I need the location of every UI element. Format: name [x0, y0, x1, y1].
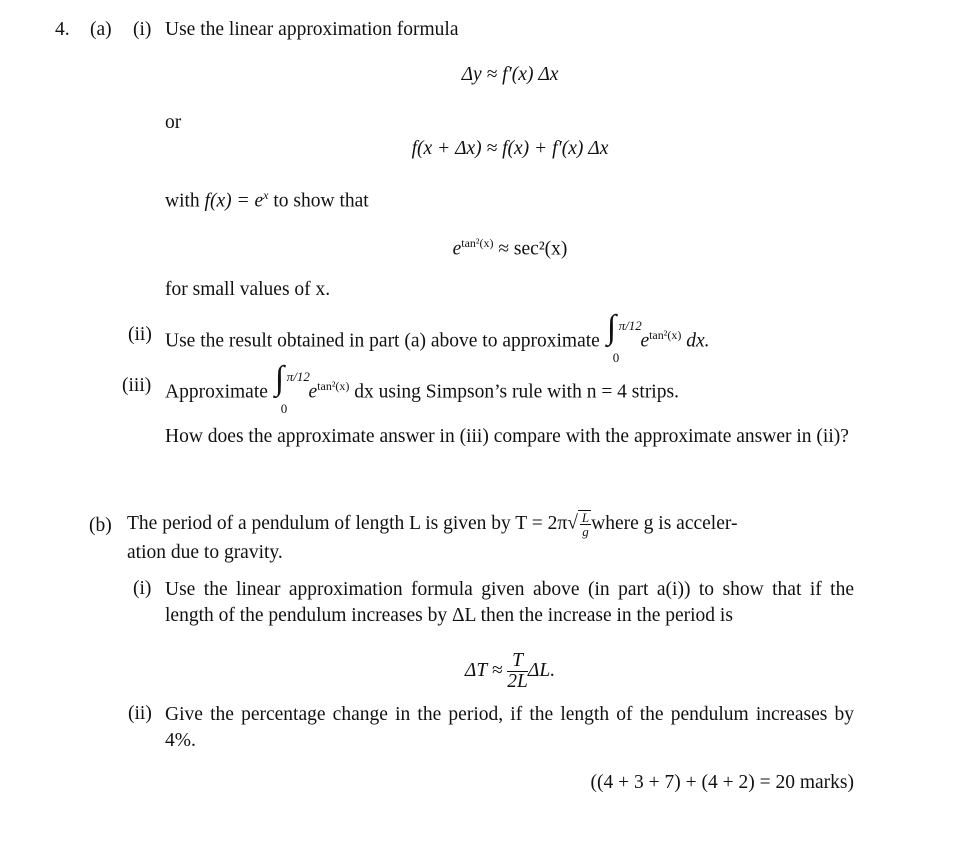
- part-b-ii-label: (ii): [128, 703, 152, 724]
- part-a-i-intro: Use the linear approximation formula: [165, 19, 459, 40]
- part-a-ii-label: (ii): [128, 324, 152, 345]
- part-b-i-label: (i): [133, 578, 152, 599]
- integral-sign: ∫ π/12 0: [274, 360, 310, 417]
- part-a-ii-text: Use the result obtained in part (a) above to approximate ∫ π/12 0 $e^{tan^2(x)}$ dx.: [165, 309, 710, 366]
- equation-delta-t: ΔT ≈ $\frac{T}{2L}$ ΔL.: [464, 650, 556, 692]
- equation-linear-approx: Δy ≈ f′(x) Δx: [461, 64, 559, 85]
- part-a-iii-label: (iii): [122, 375, 152, 396]
- or-text: or: [165, 112, 182, 133]
- comparison-question: How does the approximate answer in (iii) compare with the approximate answer in (ii)?: [165, 426, 849, 447]
- part-b-i-text: Use the linear approximation formula given above (in part a(i)) to show that if the length of the pendulum increases by ΔL then the increase in the period is: [165, 579, 854, 626]
- part-b-ii-text: Give the percentage change in the period, if the length of the pendulum increases by 4%.: [165, 704, 854, 751]
- part-b-label: (b): [89, 515, 112, 536]
- equation-linear-approx-alt: f(x + Δx) ≈ f(x) + f′(x) Δx: [411, 138, 609, 159]
- part-b-intro: The period of a pendulum of length L is given by T = 2π √ $\frac{L}{g}$ where g is acceler-: [127, 510, 738, 539]
- small-values-text: for small values of x.: [165, 279, 331, 300]
- equation-target: $e^{tan^2(x)} \approx \sec^2(x)$: [452, 236, 568, 260]
- sqrt-l-over-g: √ $\frac{L}{g}$: [567, 510, 590, 539]
- part-a-i-label: (i): [133, 19, 152, 40]
- marks-total: ((4 + 3 + 7) + (4 + 2) = 20 marks): [590, 772, 854, 793]
- part-a-label: (a): [90, 19, 112, 40]
- part-b-intro-line2: ation due to gravity.: [127, 542, 283, 563]
- integral-sign: ∫ π/12 0: [606, 309, 642, 366]
- question-number: 4.: [55, 19, 70, 40]
- with-text: with $f(x) = e^x$ to show that: [165, 188, 369, 212]
- part-a-iii-text: Approximate ∫ π/12 0 $e^{tan^2(x)}$ dx using Simpson’s rule with n = 4 strips.: [165, 360, 679, 417]
